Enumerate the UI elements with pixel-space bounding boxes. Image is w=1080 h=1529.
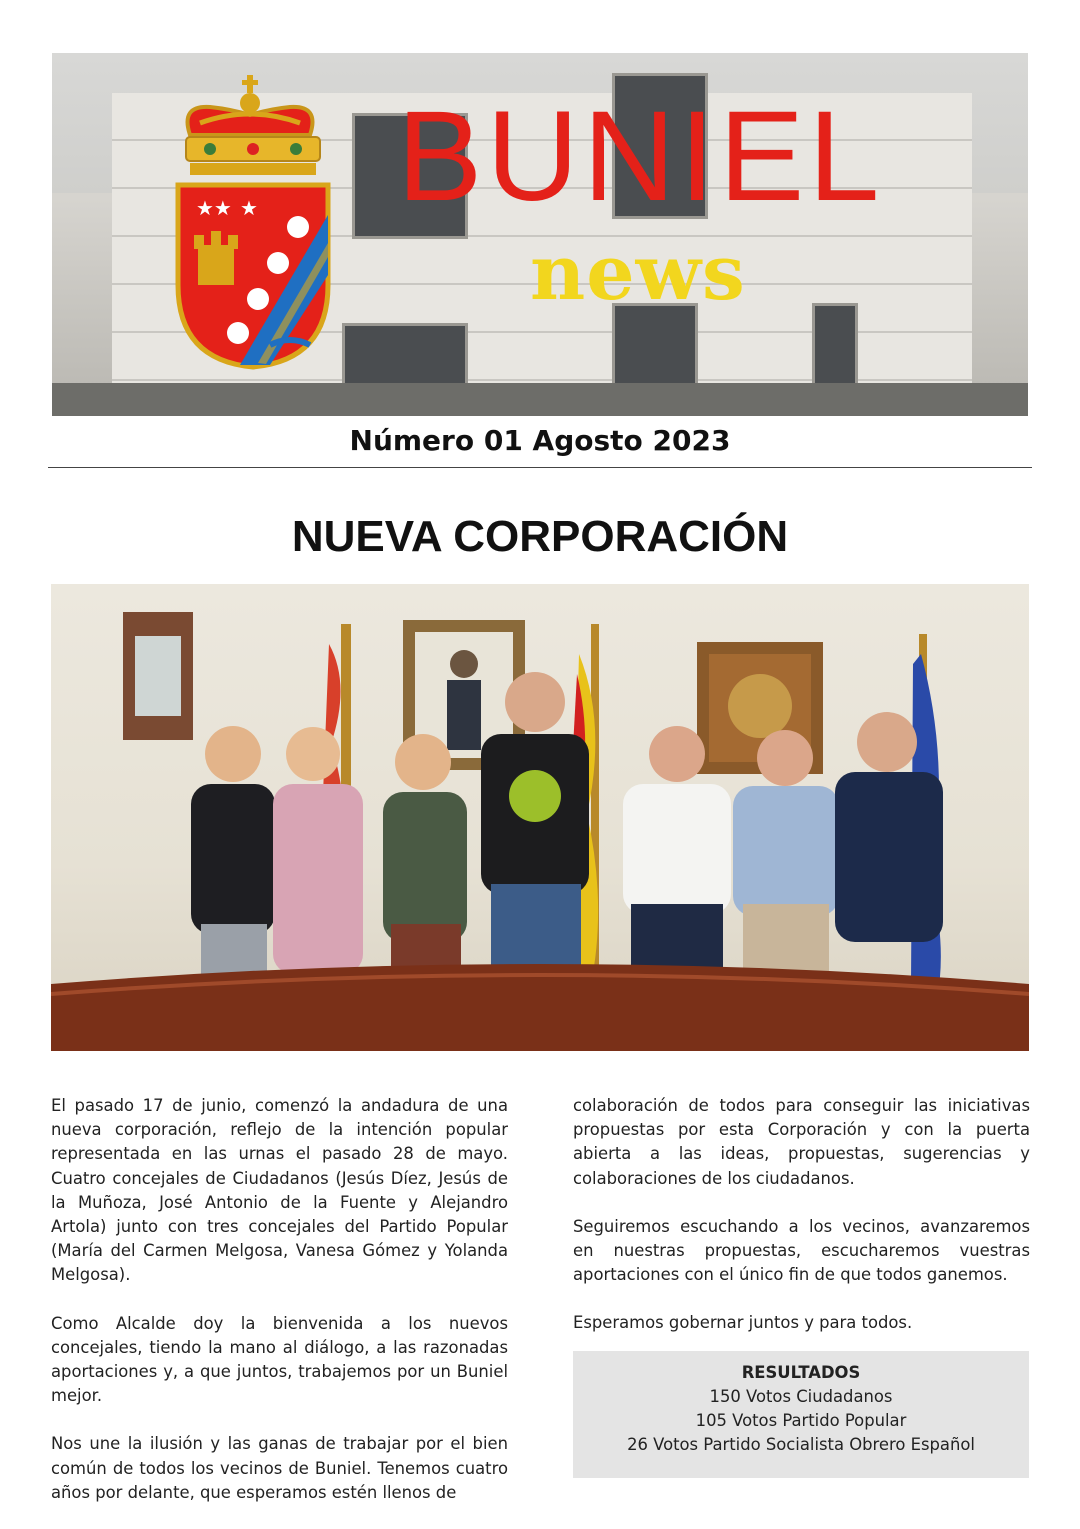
article-paragraph: colaboración de todos para conseguir las iniciativas propuestas por esta Corporación y con la puerta abierta a las ideas, propuestas, sugerencias y colaboraciones de los ciudadanos. [573, 1096, 1030, 1188]
masthead-subtitle: news [530, 228, 746, 317]
article-paragraph: Esperamos gobernar juntos y para todos. [573, 1313, 913, 1333]
banner-ground [52, 383, 1028, 416]
group-photo-illustration [51, 584, 1029, 1051]
article-paragraph: Como Alcalde doy la bienvenida a los nuevos concejales, tiendo la mano al diálogo, a las razonadas aportaciones y, a que juntos, trabajemos por un Buniel mejor. [51, 1313, 508, 1406]
results-line: 105 Votos Partido Popular [695, 1411, 907, 1430]
svg-text:★★: ★★ [196, 196, 232, 220]
page-headline: NUEVA CORPORACIÓN [291, 512, 789, 561]
issue-number: Número 01 Agosto 2023 [349, 424, 731, 457]
results-line: 150 Votos Ciudadanos [709, 1387, 893, 1406]
masthead-title: BUNIEL [397, 85, 884, 228]
article-paragraph: Seguiremos escuchando a los vecinos, avanzaremos en nuestras propuestas, escucharemos vuestras aportaciones con el único fin de que todos ganemos. [573, 1216, 1030, 1285]
article-column-left [51, 1094, 508, 1529]
results-line: 26 Votos Partido Socialista Obrero Español [627, 1435, 975, 1454]
group-photo [51, 584, 1029, 1051]
results-box [573, 1351, 1029, 1478]
masthead-banner [52, 53, 1028, 416]
svg-text:★: ★ [240, 196, 258, 220]
article-column-right [573, 1094, 1030, 1360]
article-paragraph: El pasado 17 de junio, comenzó la andadura de una nueva corporación, reflejo de la intención popular representada en las urnas el pasado 28 de mayo. Cuatro concejales de Ciudadanos (Jesús Díez, Jesús de la Muñoza, José Antonio de la Fuente y Alejandro Artola) junto con tres concejales del Partido Popular (María del Carmen Melgosa, Vanesa Gómez y Yolanda Melgosa). [51, 1096, 508, 1285]
divider-line [48, 467, 1032, 468]
article-paragraph: Nos une la ilusión y las ganas de trabajar por el bien común de todos los vecinos de Buniel. Tenemos cuatro años por delante, que esperamos estén llenos de [51, 1434, 508, 1502]
results-title: RESULTADOS [741, 1363, 861, 1382]
coat-of-arms-icon [170, 75, 336, 375]
